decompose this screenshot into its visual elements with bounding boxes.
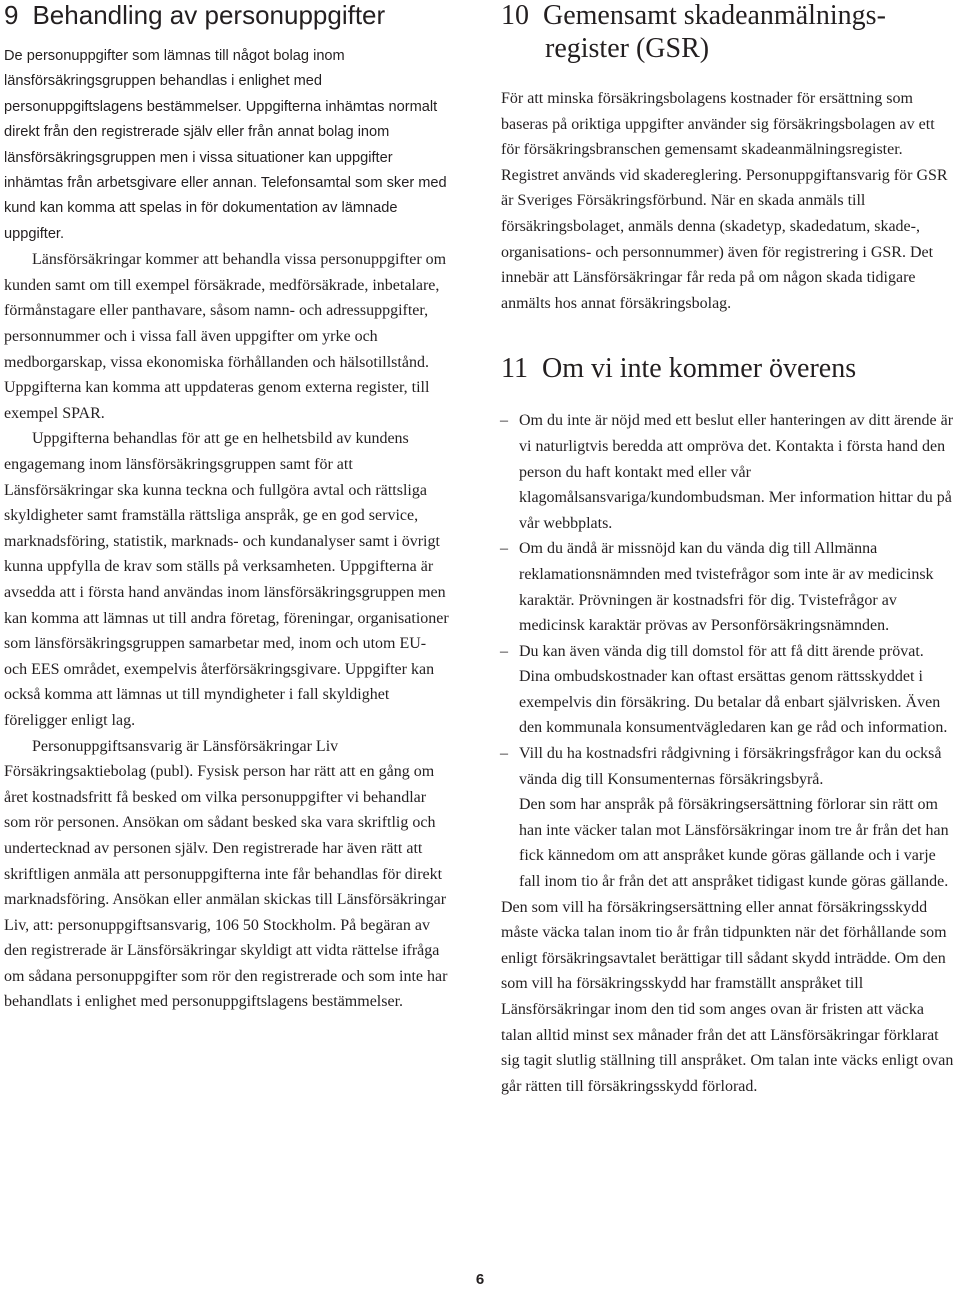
list-item-text: Om du inte är nöjd med ett beslut eller hanteringen av ditt ärende är vi naturligtvis beredda att ompröva det. Kontakta i första hand den person du haft kontakt med eller vår klagomålsansvariga/kundombudsman. Mer information hittar du på vår webbplats.	[519, 412, 954, 532]
complaint-options-list	[501, 408, 956, 792]
list-followup-paragraph: Den som har anspråk på försäkringsersättning förlorar sin rätt om han inte väcker talan mot Länsförsäkringar inom tre år från det han fick kännedom om att anspråket kunde göras gällande och i varje fall inom tio år från det att anspråket tidigast kunde göras gällande.	[519, 796, 949, 891]
body-paragraph: Uppgifterna behandlas för att ge en helhetsbild av kundens engagemang inom länsförsäkringsgruppen samt för att Länsförsäkringar ska kunna teckna och fullgöra avtal och rättsliga skyldigheter samt framställa rättsliga anspråk, ge en god service, marknadsföring, statistik, marknads- och kundanalyser samt i övrigt kunna uppfylla de krav som ställs på verksamheten. Uppgifterna är avsedda att i första hand användas inom länsförsäkringsgruppen men kan komma att lämnas ut till andra företag, föreningar, organisationer som länsförsäkringsgruppen samarbetar med, inom och utom EU- och EES området, exempelvis återförsäkringsgivare. Uppgifter kan också komma att lämnas ut till myndigheter i fall skyldighet föreligger enligt lag.	[4, 430, 449, 729]
section-title-line1: Gemensamt skadeanmälnings-	[543, 0, 886, 31]
left-column	[4, 0, 452, 1015]
intro-paragraph: De personuppgifter som lämnas till något bolag inom länsförsäkringsgruppen behandlas i enlighet med personuppgiftslagens bestämmelser. Uppgifterna inhämtas normalt direkt från den registrerade själv eller från annat bolag inom länsförsäkringsgruppen men i vissa situationer kan uppgifter inhämtas från arbetsgivare eller annan. Telefonsamtal som sker med kund kan komma att spelas in för dokumentation av lämnade uppgifter.	[4, 48, 447, 242]
section-number: 9	[4, 0, 19, 30]
body-paragraph: Personuppgiftsansvarig är Länsförsäkringar Liv Försäkringsaktiebolag (publ). Fysisk person har rätt att en gång om året kostnadsfritt få besked om vilka personuppgifter vi behandlar som rör personen. Ansökan om sådant besked ska vara skriftlig och undertecknad av personen själv. Den registrerade har även rätt att skriftligen anmäla att personuppgifterna inte får behandlas för direkt marknadsföring. Ansökan eller anmälan skickas till Länsförsäkringar Liv, att: personuppgiftsansvarig, 106 50 Stockholm. På begäran av den registrerade är Länsförsäkringar skyldigt att vidta rättelse ifråga om sådana personuppgifter som rör den registrerade och som inte har behandlats i enlighet med personuppgiftslagens bestämmelser.	[4, 737, 448, 1011]
body-paragraph: Länsförsäkringar kommer att behandla vissa personuppgifter om kunden samt om till exempel försäkrade, medförsäkrade, inbetalare, förmånstagare eller panthavare, såsom namn- och adressuppgifter, personnummer och i vissa fall även uppgifter om yrke och medborgarskap, vissa ekonomiska förhållanden och hälsotillstånd. Uppgifterna kan komma att uppdateras genom externa register, till exempel SPAR.	[4, 251, 447, 422]
dash-bullet: –	[500, 412, 508, 430]
section-title-line2: register (GSR)	[545, 33, 710, 64]
gsr-paragraph: För att minska försäkringsbolagens kostnader för ersättning som baseras på oriktiga uppgifter använder sig försäkringsbolagen av ett för försäkringsbranschen gemensamt skadeanmälningsregister. Registret används vid skadereglering. Personuppgiftansvarig för GSR är Sveriges Försäkringsförbund. När en skada anmäls till försäkringsbolaget, anmäls denna (skadetyp, skadedatum, skade-, organisations- och personnummer) även för registrering i GSR. Det innebär att Länsförsäkringar får reda på om någon skada tidigare anmälts hos annat försäkringsbolag.	[501, 90, 948, 312]
section-number: 10	[501, 0, 529, 31]
list-item	[501, 408, 956, 536]
list-item-text: Om du ändå är missnöjd kan du vända dig till Allmänna reklamationsnämnden med tvistefrågor som inte är av medicinsk karaktär. Prövningen är kostnadsfri för dig. Tvistefrågor av medicinsk karaktär prövas av Personförsäkringsnämnden.	[519, 540, 934, 635]
section-title: Behandling av personuppgifter	[32, 0, 386, 30]
page-number: 6	[475, 1271, 485, 1288]
list-item	[501, 741, 956, 792]
section-heading-10	[501, 0, 956, 65]
list-item-text: Du kan även vända dig till domstol för att få ditt ärende prövat. Dina ombudskostnader kan oftast ersättas genom rättsskyddet i exempelvis din försäkring. Du betalar då enbart självrisken. Även den kommunala konsumentvägledaren kan ge råd och information.	[519, 642, 948, 737]
list-item-text: Vill du ha kostnadsfri rådgivning i försäkringsfrågor kan du också vända dig till Konsumenternas försäkringsbyrå.	[519, 745, 942, 788]
section-heading-11	[501, 352, 956, 385]
section-heading-9	[4, 0, 452, 30]
section-number: 11	[501, 353, 528, 385]
list-item	[501, 536, 956, 638]
right-column	[501, 0, 956, 1099]
section-title: Om vi inte kommer överens	[541, 353, 857, 385]
dash-bullet: –	[500, 745, 508, 763]
dash-bullet: –	[500, 540, 508, 558]
closing-paragraph: Den som vill ha försäkringsersättning eller annat försäkringsskydd måste väcka talan inom tio år från tidpunkten när det förhållande som enligt försäkringsavtalet berättigar till sådant skydd inträdde. Om den som vill ha försäkringsskydd har framställt anspråket till Länsförsäkringar inom den tid som anges ovan är fristen att väcka talan alltid minst sex månader från det att Länsförsäkringar förklarat sig tagit slutlig ställning till anspråket. Om talan inte väcks enligt ovan går rätten till försäkringsskydd förlorad.	[501, 898, 954, 1095]
list-item	[501, 639, 956, 741]
dash-bullet: –	[500, 642, 508, 660]
